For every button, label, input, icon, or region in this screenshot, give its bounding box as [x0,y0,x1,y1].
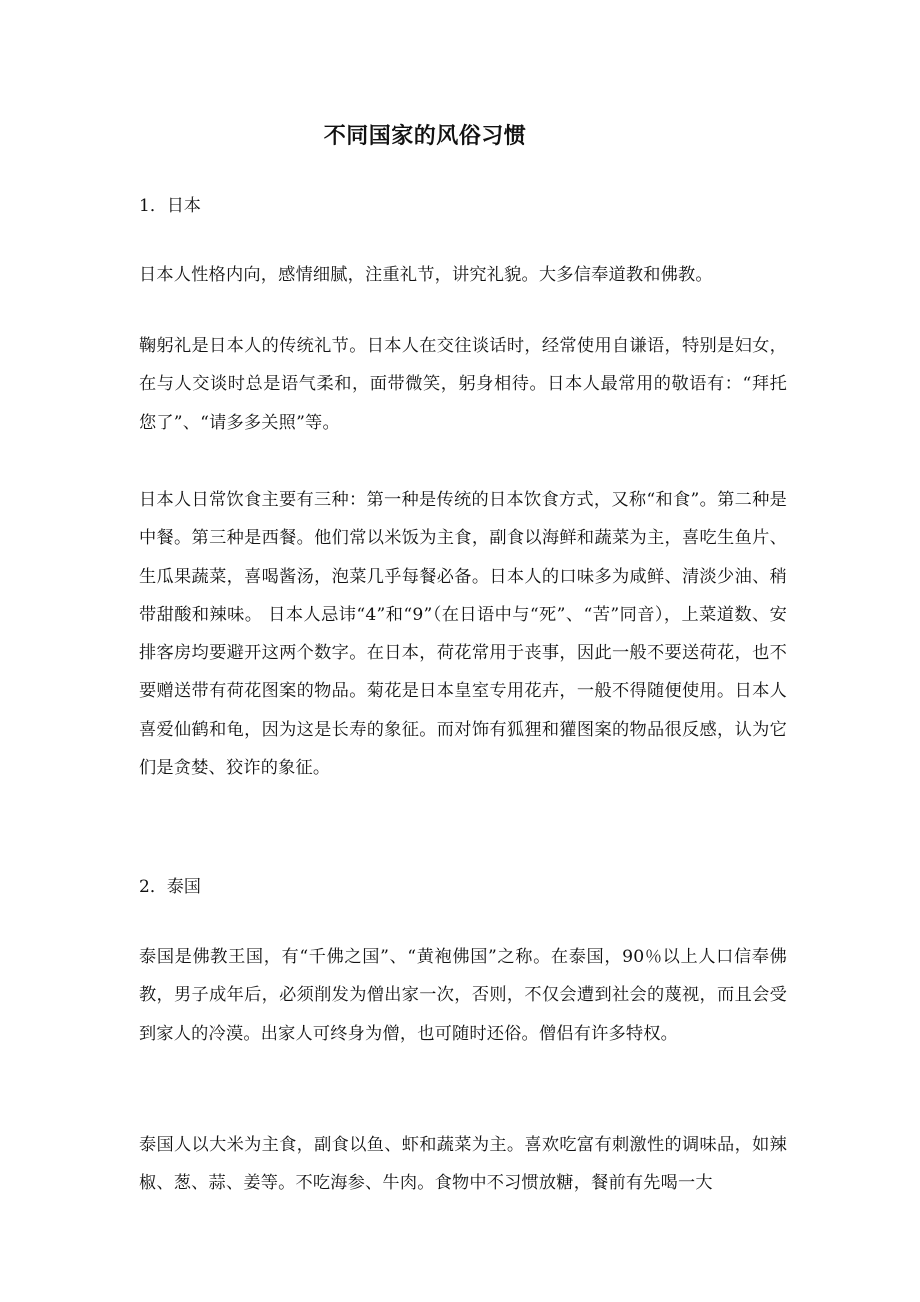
section-heading-thailand: 2．泰国 [139,877,201,897]
paragraph-japan-character: 日本人性格内向，感情细腻，注重礼节，讲究礼貌。大多信奉道教和佛教。 [139,265,713,285]
paragraph-thailand-buddhism: 泰国是佛教王国，有“千佛之国”、“黄袍佛国”之称。在泰国，90％以上人口信奉佛教，男子成年后，必须削发为僧出家一次，否则，不仅会遭到社会的蔑视，而且会受到家人的冷漠。出家人可终身为僧，也可随时还俗。僧侣有许多特权。 [139,947,787,1044]
paragraph-japan-diet-taboos: 日本人日常饮食主要有三种：第一种是传统的日本饮食方式，又称“和食”。第二种是中餐。第三种是西餐。他们常以米饭为主食，副食以海鲜和蔬菜为主，喜吃生鱼片、生瓜果蔬菜，喜喝酱汤，泡菜几乎每餐必备。日本人的口味多为咸鲜、清淡少油、稍带甜酸和辣味。 日本人忌讳“4”和“9”（在日语中与“死”、“苦”同音），上菜道数、安排客房均要避开这两个数字。在日本，荷花常用于丧事，因此一般不要送荷花，也不要赠送带有荷花图案的物品。菊花是日本皇室专用花卉，一般不得随便使用。日本人喜爱仙鹤和龟，因为这是长寿的象征。而对饰有狐狸和獾图案的物品很反感，认为它们是贪婪、狡诈的象征。 [139,490,787,779]
document-title: 不同国家的风俗习惯 [323,124,527,149]
section-heading-japan: 1．日本 [139,196,201,216]
paragraph-japan-etiquette: 鞠躬礼是日本人的传统礼节。日本人在交往谈话时，经常使用自谦语，特别是妇女，在与人交谈时总是语气柔和，面带微笑，躬身相待。日本人最常用的敬语有：“拜托您了”、“请多多关照”等。 [139,336,787,433]
paragraph-thailand-diet: 泰国人以大米为主食，副食以鱼、虾和蔬菜为主。喜欢吃富有刺激性的调味品，如辣椒、葱、蒜、姜等。不吃海参、牛肉。食物中不习惯放糖，餐前有先喝一大 [139,1135,787,1194]
